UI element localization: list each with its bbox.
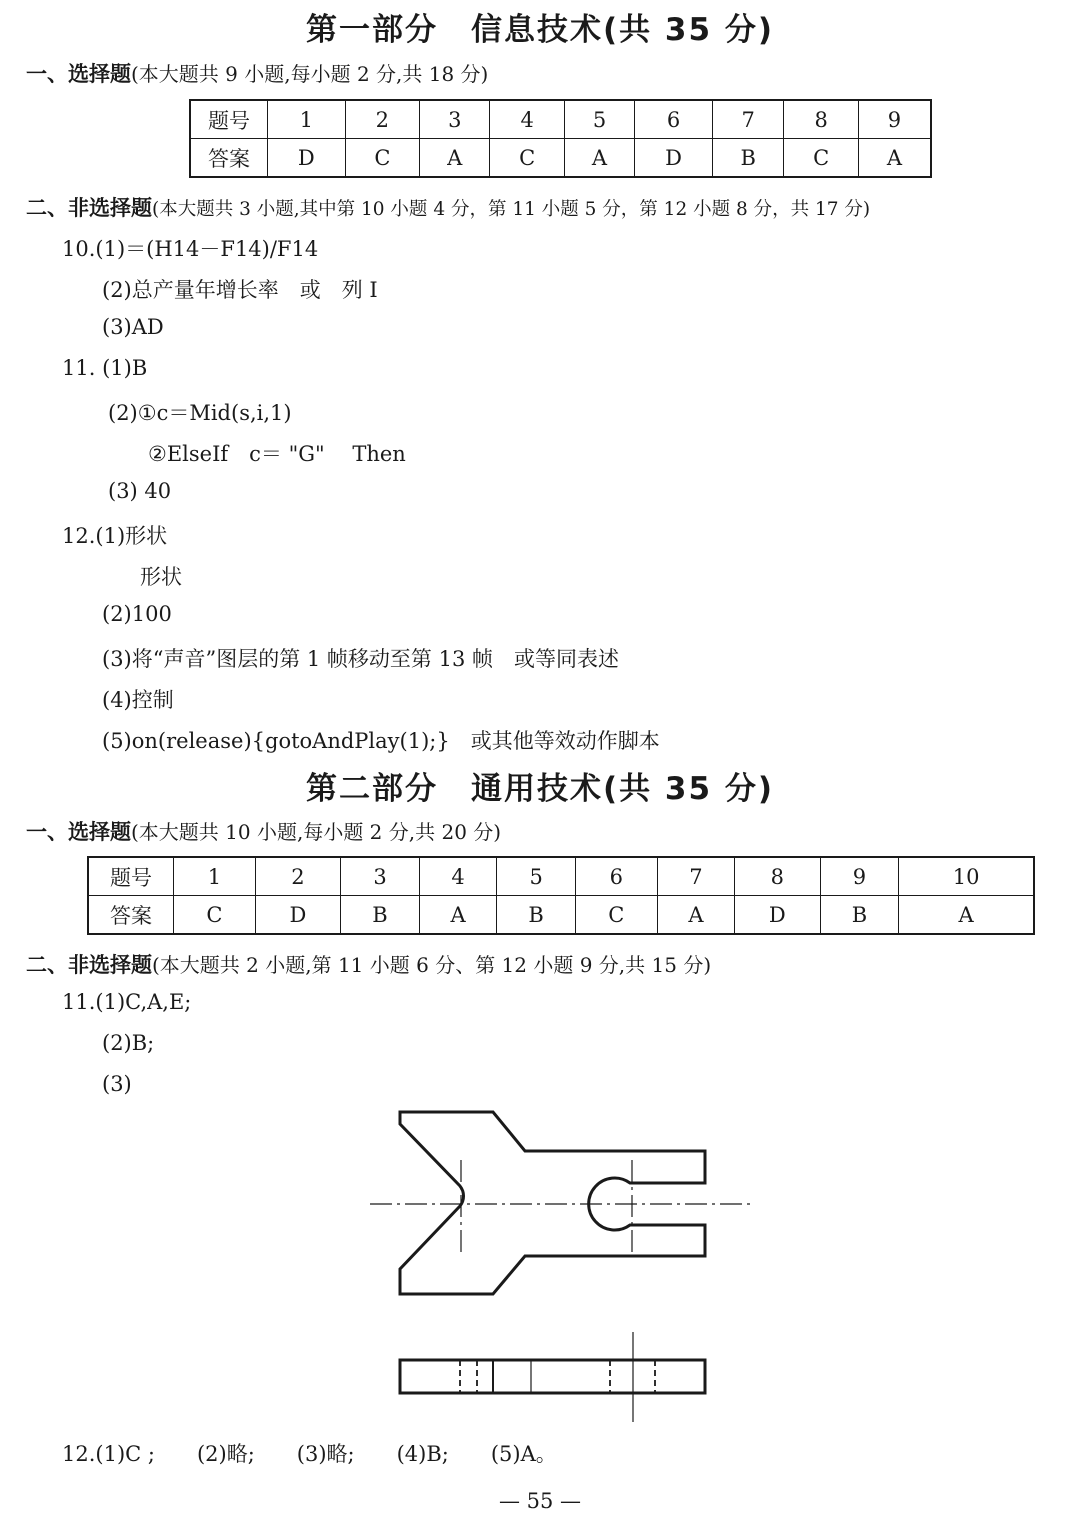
part1-title: 第一部分 信息技术(共 35 分)	[305, 12, 775, 48]
top-view	[400, 1112, 705, 1294]
part2-sec1-note: (本大题共 10 小题,每小题 2 分,共 20 分)	[131, 820, 502, 844]
table-row	[88, 857, 1034, 896]
part2-answer-table	[87, 856, 1035, 935]
answer-line: 12.(1)C ; (2)略; (3)略; (4)B; (5)A。	[62, 1442, 557, 1466]
table-cell: B	[820, 896, 899, 935]
table-cell: D	[255, 896, 340, 935]
table-cell: A	[657, 896, 734, 935]
table-cell: A	[564, 139, 634, 178]
table-cell: B	[497, 896, 576, 935]
table-cell: C	[174, 896, 256, 935]
answer-line: (2)①c＝Mid(s,i,1)	[108, 401, 292, 425]
page-number: — 55 —	[498, 1489, 582, 1513]
table-row-label: 题号	[190, 100, 268, 139]
table-cell: 3	[420, 100, 490, 139]
table-cell: 10	[899, 857, 1034, 896]
table-cell: C	[784, 139, 858, 178]
table-cell: 6	[635, 100, 713, 139]
answer-line: 形状	[140, 565, 182, 589]
table-cell: C	[490, 139, 564, 178]
table-cell: B	[712, 139, 784, 178]
answer-line: (3) 40	[108, 479, 172, 503]
part2-sec1-heading	[26, 816, 501, 846]
table-cell: 1	[174, 857, 256, 896]
table-row-label: 题号	[88, 857, 174, 896]
part2-sec2-heading	[26, 949, 711, 979]
table-cell: 4	[490, 100, 564, 139]
answer-line: (2)B;	[102, 1031, 155, 1055]
table-cell: B	[341, 896, 420, 935]
table-cell: A	[899, 896, 1034, 935]
part1-sec2-note: (本大题共 3 小题,其中第 10 小题 4 分，第 11 小题 5 分，第 12 小题 8 分，共 17 分)	[152, 199, 871, 220]
answer-line: (3)	[102, 1072, 132, 1096]
part1-sec2-heading	[26, 192, 870, 222]
table-cell: 3	[341, 857, 420, 896]
technical-drawing	[360, 1100, 760, 1430]
table-cell: 2	[345, 100, 419, 139]
answer-line: 11.(1)C,A,E;	[62, 990, 192, 1014]
answer-line: (3)AD	[102, 315, 164, 339]
table-cell: A	[858, 139, 931, 178]
table-cell: 7	[712, 100, 784, 139]
table-cell: 5	[564, 100, 634, 139]
table-cell: 4	[419, 857, 496, 896]
table-cell: A	[419, 896, 496, 935]
top-view-outline	[400, 1112, 705, 1294]
answer-line: 10.(1)＝(H14－F14)/F14	[62, 237, 319, 261]
front-view-outline	[400, 1360, 705, 1393]
table-row-label: 答案	[88, 896, 174, 935]
answer-line: (4)控制	[102, 688, 174, 712]
part1-sec1-label: 一、选择题	[26, 62, 131, 86]
part2-sec2-label: 二、非选择题	[26, 953, 152, 977]
table-row	[190, 139, 931, 178]
table-cell: 7	[657, 857, 734, 896]
table-row	[88, 896, 1034, 935]
answer-line: (2)总产量年增长率 或 列 I	[102, 278, 378, 302]
table-cell: 5	[497, 857, 576, 896]
part1-sec1-heading	[26, 58, 488, 88]
part1-sec2-label: 二、非选择题	[26, 196, 152, 220]
table-cell: 2	[255, 857, 340, 896]
front-view	[400, 1332, 705, 1422]
part2-sec2-note: (本大题共 2 小题,第 11 小题 6 分、第 12 小题 9 分,共 15 分)	[152, 953, 712, 977]
answer-line: (5)on(release){gotoAndPlay(1);} 或其他等效动作脚本	[102, 729, 660, 753]
table-cell: D	[268, 139, 346, 178]
table-row-label: 答案	[190, 139, 268, 178]
table-cell: 6	[575, 857, 657, 896]
table-cell: 9	[858, 100, 931, 139]
table-cell: 1	[268, 100, 346, 139]
answer-line: ②ElseIf c＝ "G" Then	[148, 442, 406, 466]
table-cell: 8	[784, 100, 858, 139]
part2-sec1-label: 一、选择题	[26, 820, 131, 844]
part2-title: 第二部分 通用技术(共 35 分)	[305, 771, 775, 807]
table-cell: D	[635, 139, 713, 178]
table-cell: C	[575, 896, 657, 935]
table-cell: A	[420, 139, 490, 178]
part1-sec1-note: (本大题共 9 小题,每小题 2 分,共 18 分)	[131, 62, 489, 86]
table-cell: C	[345, 139, 419, 178]
answer-line: 11. (1)B	[62, 356, 148, 380]
answer-line: 12.(1)形状	[62, 524, 168, 548]
answer-line: (2)100	[102, 602, 172, 626]
table-row	[190, 100, 931, 139]
answer-line: (3)将“声音”图层的第 1 帧移动至第 13 帧 或等同表述	[102, 647, 620, 671]
table-cell: 9	[820, 857, 899, 896]
part1-answer-table	[189, 99, 932, 178]
table-cell: 8	[735, 857, 820, 896]
table-cell: D	[735, 896, 820, 935]
